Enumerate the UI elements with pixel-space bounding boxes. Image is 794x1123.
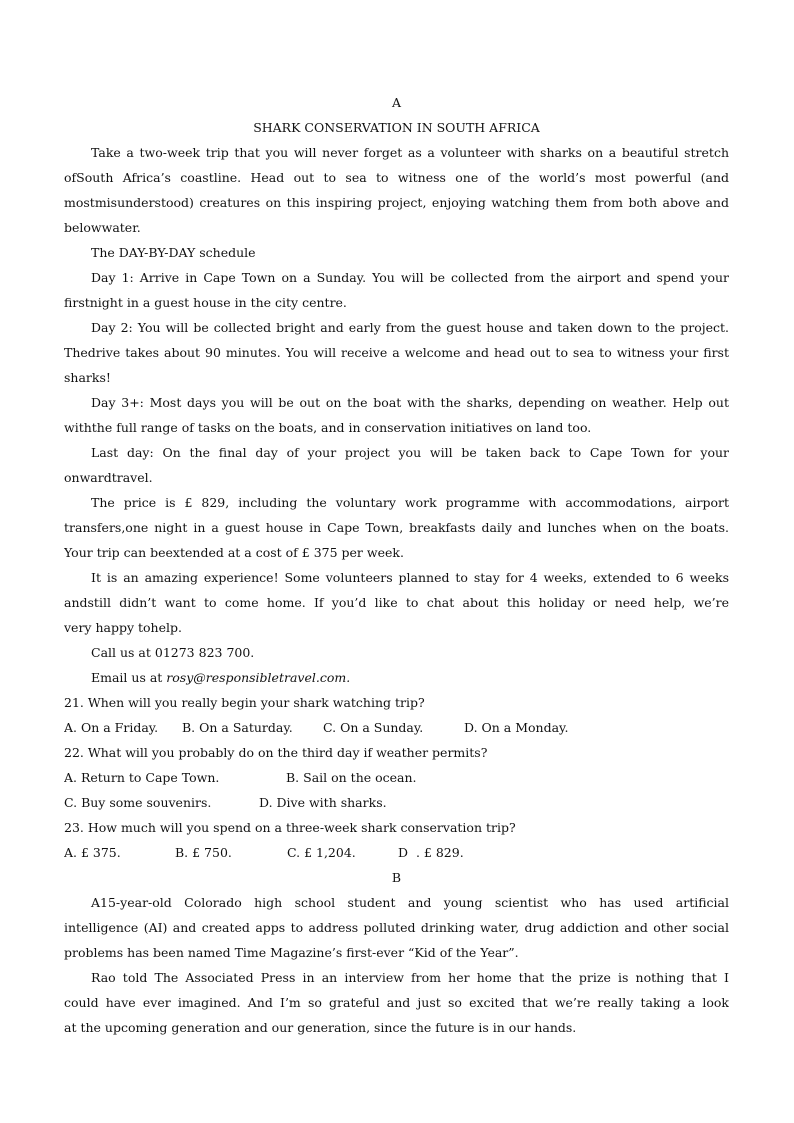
day1-line-1: Day 1: Arrive in Cape Town on a Sunday. You will be collected from the airport and spend your (91, 270, 729, 285)
q21-option-b: B. On a Saturday. (182, 720, 293, 735)
q21-option-a: A. On a Friday. (64, 720, 159, 735)
experience-line-2: andstill didn’t want to come home. If you’d like to chat about this holiday or need help, we’re (64, 595, 729, 610)
b-para2-line-3: at the upcoming generation and our generation, since the future is in our hands. (64, 1020, 577, 1035)
question-22-options-row-2 (64, 790, 729, 815)
price-line-3: Your trip can beextended at a cost of £ 375 per week. (64, 545, 404, 560)
b-para2-line-1: Rao told The Associated Press in an interview from her home that the prize is nothing that I (91, 970, 729, 985)
b-para1-line-1: A15-year-old Colorado high school student and young scientist who has used artificial (91, 895, 729, 910)
q22-option-c: C. Buy some souvenirs. (64, 795, 212, 810)
exam-page (64, 90, 729, 1040)
email-prefix: Email us at (91, 670, 167, 685)
intro-line-2: ofSouth Africa’s coastline. Head out to sea to witness one of the world’s most powerful (and (64, 170, 729, 185)
question-23-stem: 23. How much will you spend on a three-week shark conservation trip? (64, 820, 516, 835)
q23-option-c: C. £ 1,204. (287, 845, 356, 860)
q22-option-a: A. Return to Cape Town. (64, 770, 220, 785)
b-para1-line-3: problems has been named Time Magazine’s first-ever “Kid of the Year”. (64, 945, 519, 960)
day2-line-2: Thedrive takes about 90 minutes. You will receive a welcome and head out to sea to witness your first (64, 345, 729, 360)
q23-option-b: B. £ 750. (175, 845, 232, 860)
question-22-stem: 22. What will you probably do on the third day if weather permits? (64, 745, 488, 760)
b-para2-line-2: could have ever imagined. And I’m so grateful and just so excited that we’re really taking a look (64, 995, 729, 1010)
q23-option-a: A. £ 375. (64, 845, 121, 860)
q21-option-c: C. On a Sunday. (323, 720, 424, 735)
intro-line-3: mostmisunderstood) creatures on this inspiring project, enjoying watching them from both above and (64, 195, 729, 210)
email-line (64, 665, 729, 690)
experience-line-3: very happy tohelp. (64, 620, 182, 635)
price-line-2: transfers,one night in a guest house in Cape Town, breakfasts daily and lunches when on the boats. (64, 520, 729, 535)
question-21-stem: 21. When will you really begin your shark watching trip? (64, 695, 425, 710)
q22-option-d: D. Dive with sharks. (259, 795, 387, 810)
lastday-line-1: Last day: On the final day of your project you will be taken back to Cape Town for your (91, 445, 729, 460)
lastday-line-2: onwardtravel. (64, 470, 153, 485)
question-21-options (64, 715, 729, 740)
question-23-options (64, 840, 729, 865)
day3-line-2: withthe full range of tasks on the boats, and in conservation initiatives on land too. (64, 420, 592, 435)
experience-line-1: It is an amazing experience! Some volunteers planned to stay for 4 weeks, extended to 6 weeks (91, 570, 729, 585)
day3-line-1: Day 3+: Most days you will be out on the boat with the sharks, depending on weather. Help out (91, 395, 729, 410)
question-22-options-row-1 (64, 765, 729, 790)
q21-option-d: D. On a Monday. (464, 720, 569, 735)
phone-line: Call us at 01273 823 700. (91, 645, 255, 660)
day2-line-3: sharks! (64, 370, 111, 385)
q22-option-b: B. Sail on the ocean. (286, 770, 417, 785)
day2-line-1: Day 2: You will be collected bright and early from the guest house and taken down to the project. (91, 320, 729, 335)
section-label-b: B (391, 870, 402, 885)
b-para1-line-2: intelligence (AI) and created apps to address polluted drinking water, drug addiction and other social (64, 920, 729, 935)
q23-option-d: D . £ 829. (398, 845, 464, 860)
day1-line-2: firstnight in a guest house in the city centre. (64, 295, 347, 310)
email-address: rosy@responsibletravel.com. (166, 670, 351, 685)
intro-line-1: Take a two-week trip that you will never forget as a volunteer with sharks on a beautiful stretch (91, 145, 729, 160)
schedule-heading: The DAY-BY-DAY schedule (91, 245, 256, 260)
passage-a-title: SHARK CONSERVATION IN SOUTH AFRICA (253, 120, 540, 135)
section-label-a: A (391, 95, 402, 110)
price-line-1: The price is £ 829, including the voluntary work programme with accommodations, airport (91, 495, 729, 510)
intro-line-4: belowwater. (64, 220, 141, 235)
